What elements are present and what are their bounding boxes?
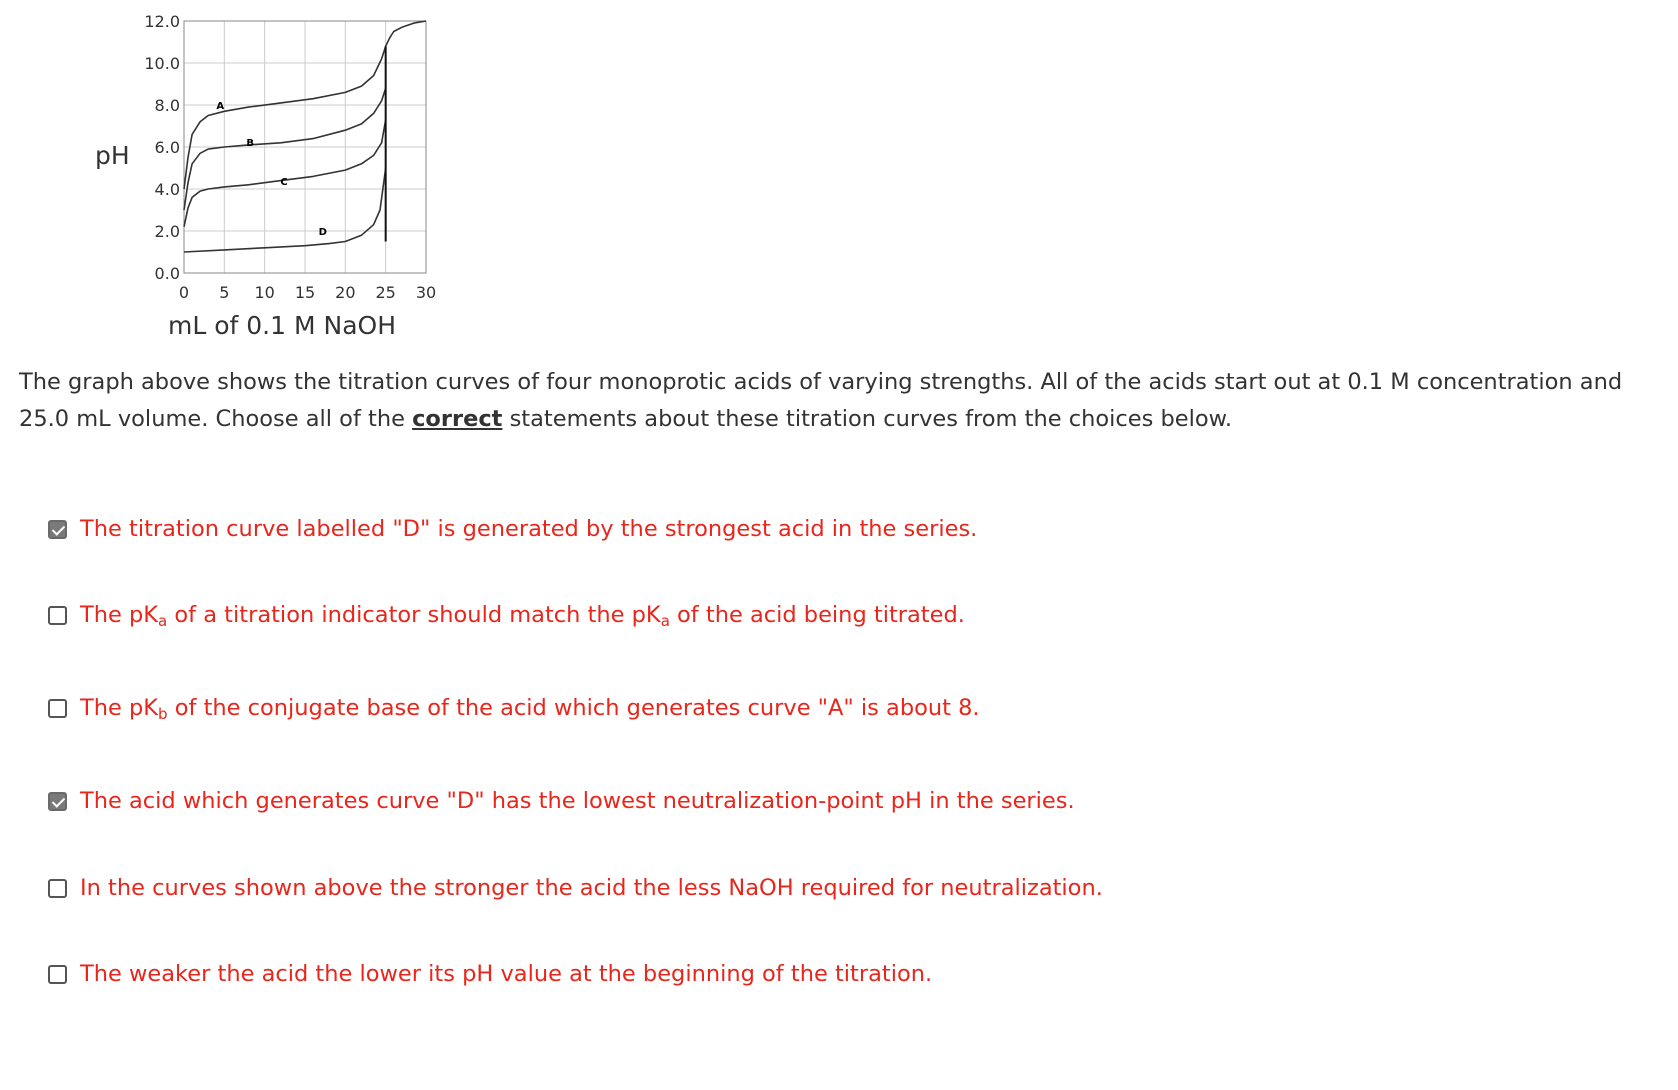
x-tick-label: 10 [254, 283, 275, 302]
choice-text: The pK [80, 695, 159, 721]
checkbox-checked[interactable] [48, 792, 67, 811]
x-axis-title: mL of 0.1 M NaOH [168, 311, 396, 340]
question-emphasis: correct [412, 406, 503, 432]
choice-text: In the curves shown above the stronger the acid the less NaOH required for neutralization. [80, 875, 1103, 901]
answer-choice-label [80, 695, 980, 721]
y-tick-label: 2.0 [154, 222, 180, 241]
answer-choice-label [80, 516, 977, 542]
question-prompt [19, 364, 1659, 438]
y-tick-label: 10.0 [144, 54, 180, 73]
curve-label-d: D [318, 227, 327, 239]
choice-text: of the acid being titrated. [669, 602, 965, 628]
y-tick-label: 4.0 [154, 180, 180, 199]
x-tick-label: 25 [375, 283, 396, 302]
choice-text: of the conjugate base of the acid which generates curve "A" is about 8. [167, 695, 980, 721]
titration-chart [0, 0, 480, 350]
titration-curve-c [184, 120, 386, 227]
titration-curve-b [184, 88, 386, 210]
choice-text: The weaker the acid the lower its pH value at the beginning of the titration. [80, 961, 933, 987]
y-tick-label: 8.0 [154, 96, 180, 115]
y-tick-label: 6.0 [154, 138, 180, 157]
checkbox-unchecked[interactable] [48, 606, 67, 625]
y-tick-label: 12.0 [144, 12, 180, 31]
question-text-before: The graph above shows the titration curves of four monoprotic acids of varying strengths. All of the acids start out at 0.1 M concentration and 25.0 mL volume. Choose all of the [19, 369, 1623, 432]
answer-choice-1[interactable] [48, 513, 977, 545]
answer-choice-5[interactable] [48, 872, 1103, 904]
x-tick-label: 5 [219, 283, 230, 302]
subscript: a [660, 612, 670, 630]
x-tick-label: 20 [335, 283, 356, 302]
answer-choice-2[interactable] [48, 599, 965, 631]
choice-text: The acid which generates curve "D" has the lowest neutralization-point pH in the series. [80, 788, 1075, 814]
answer-choice-4[interactable] [48, 785, 1075, 817]
checkbox-checked[interactable] [48, 520, 67, 539]
answer-choice-label [80, 961, 932, 987]
chart-curve-labels [216, 101, 326, 238]
answer-choice-3[interactable] [48, 692, 980, 724]
subscript: a [158, 612, 168, 630]
choice-text: The titration curve labelled "D" is generated by the strongest acid in the series. [80, 516, 978, 542]
curve-label-b: B [246, 137, 254, 149]
curve-label-c: C [280, 176, 288, 188]
choice-text: of a titration indicator should match the pK [167, 602, 661, 628]
checkbox-unchecked[interactable] [48, 965, 67, 984]
question-text-after: statements about these titration curves from the choices below. [502, 406, 1233, 432]
x-tick-label: 15 [294, 283, 316, 302]
answer-choice-label [80, 875, 1103, 901]
answer-choice-label [80, 602, 965, 628]
y-tick-label: 0.0 [154, 264, 180, 283]
x-tick-label: 0 [178, 283, 190, 302]
answer-choice-6[interactable] [48, 958, 932, 990]
answer-choice-label [80, 788, 1075, 814]
titration-graph-area [0, 0, 480, 350]
choice-text: The pK [80, 602, 159, 628]
y-axis-title: pH [95, 141, 130, 170]
subscript: b [158, 705, 168, 723]
x-tick-label: 30 [415, 283, 437, 302]
checkbox-unchecked[interactable] [48, 699, 67, 718]
checkbox-unchecked[interactable] [48, 879, 67, 898]
curve-label-a: A [216, 101, 225, 113]
